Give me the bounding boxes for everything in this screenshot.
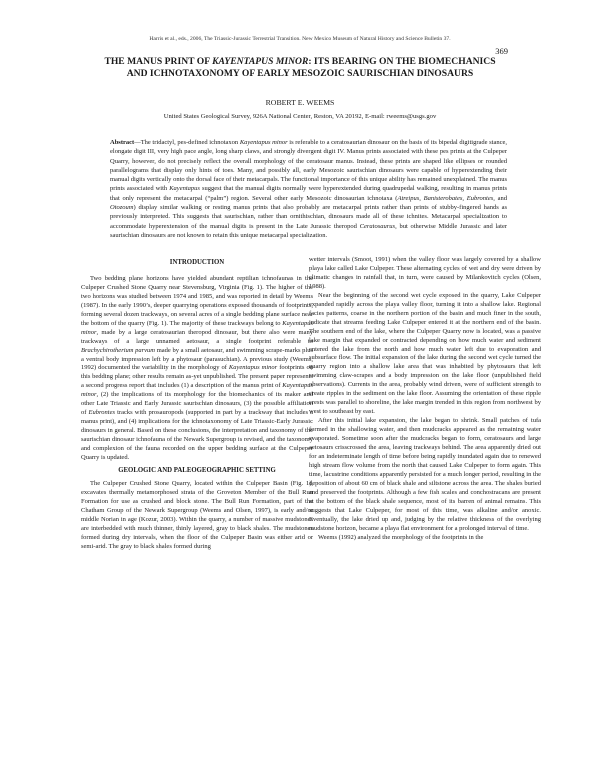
abstract-taxon: Kayentapus: [169, 185, 200, 193]
title-line1-post: : ITS BEARING ON THE BIOMECHANICS: [308, 56, 496, 67]
abstract-text: —The tridactyl, pes-defined ichnotaxon: [134, 139, 240, 146]
body-paragraph: Near the beginning of the second wet cycle exposed in the quarry, Lake Culpeper expanded rapidly across the playa valley floor, turning it into a shallow lake. Regional facies patterns, coarse in the northern portion of the basin and much finer in the south, indicate that streams feeding Lake Culpeper entered it at the northern end of the basin. The southern end of the lake, where the Culpeper Quarry now is located, was a passive lake margin that expanded or contracted depending on how much water and sediment entered the lake from the north and how much water left due to evaporation and subsurface flow. The initial expansion of the lake during the second wet cycle turned the quarry region into a shallow lake area that was inhabited by phytosaurs that left swimming claw-scrapes and a body impression on the lake floor (unpublished field observations). Currents in the area, probably wind driven, were of sufficient strength to create ripples in the sediment on the lake floor. Assuming the orientation of these ripple crests was parallel to shoreline, the lake margin trended in this region from northwest by west to southeast by east.: [309, 291, 541, 416]
title-line2: AND ICHNOTAXONOMY OF EARLY MESOZOIC SAURISCHIAN DINOSAURS: [126, 67, 474, 79]
affiliation: United States Geological Survey, 926A National Center, Reston, VA 20192, E-mail: rweems@usgs.gov: [163, 113, 437, 120]
title-line1-pre: THE MANUS PRINT OF: [104, 56, 213, 67]
page-number: 369: [495, 46, 508, 56]
introduction-heading: INTRODUCTION: [169, 259, 225, 266]
abstract-text: , but otherwise Middle Jurassic and later saurischian dinosaurs are not known to retain this unique metacarpal specialization.: [110, 222, 507, 239]
intro-paragraph: Two bedding plane horizons have yielded abundant reptilian ichnofaunas in the Culpeper Crushed Stone Quarry near Stevensburg, Virginia (Fig. 1). The higher of the two horizons was studied between 1974 and 1985, and was reported in detail by Weems (1987). In the early 1990’s, deeper quarrying operations exposed thousands of footprints, forming several dozen trackways, on several acres of a single bedding plane surface near the bottom of the quarry (Fig. 1). The majority of these trackways belong to Kayentapus minor, made by a large ceratosaurian theropod dinosaur, but there also were many trackways of a large unnamed aetosaur, a single footprint referable to Brachychirotherium parvum made by a small aetosaur, and swimming scrape-marks plus a ventral body impression left by a phytosaur (parasuchian). A previous study (Weems, 1992) documented the variability in the morphology of Kayentapus minor footprints on this bedding plane; other results remain as-yet unpublished. The present paper represents a second progress report that includes (1) a description of the manus print of Kayentapus minor, (2) the implications of its morphology for the biomechanics of its maker and other Late Triassic and Early Jurassic saurischian dinosaurs, (3) the possible affiliation of Eubrontes tracks with prosauropods (supported in part by a trackway that includes a manus print), and (4) implications for the ichnotaxonomy of Late Triassic-Early Jurassic dinosaurs in general. Based on these conclusions, the interpretation and taxonomy of the saurischian dinosaur ichnofauna of the Newark Supergroup is revised, and the taxonomy and complexion of the fauna recorded on the upper bedding surface at the Culpeper Quarry is updated.: [81, 274, 314, 462]
article-title: [80, 56, 520, 79]
abstract-text: ) display similar walking or resting manus prints that also probably are metacarpal prints rather than prints of stubby-fingered hands as previously interpreted. This suggests that saurischian, rather than ornithischian, dinosaurs made all of these ichnites. Metacarpal specialization to accommodate hyperextension of the manual digits is present in the Late Jurassic theropod: [110, 204, 507, 230]
abstract-taxon: Atreipus, Banisterobates, Eubrontes,: [397, 194, 495, 202]
author: ROBERT E. WEEMS: [265, 98, 335, 107]
body-paragraph: After this initial lake expansion, the lake began to shrink. Small patches of tufa formed in the shallowing water, and then mudcracks appeared as the remaining water evaporated. Sometime soon after the mudcracks began to form, ceratosaurs and large aetosaurs crisscrossed the area, leaving trackways behind. The area apparently dried out for an indeterminate length of time before being rapidly inundated again due to renewed high stream flow volume from the north that caused Lake Culpeper to form again. This time, lacustrine conditions apparently persisted for a much longer period, resulting in the deposition of about 60 cm of black shale and siltstone across the area. The shales buried and preserved the footprints. Although a few fish scales and conchostracans are present at the bottom of the black shale sequence, most of its barren of animal remains. This suggests that Lake Culpeper, for most of this time, was alkaline and/or anoxic. Eventually, the lake dried up and, judging by the relative thickness of the overlying mudstone horizon, became a playa flat environment for a prolonged interval of time.: [309, 417, 541, 532]
abstract-label: Abstract: [110, 139, 135, 146]
abstract-taxon: Otozoum: [110, 204, 134, 212]
body-paragraph: wetter intervals (Smoot, 1991) when the valley floor was largely covered by a shallow playa lake called Lake Culpeper. These alternating cycles of wet and dry were driven by climatic changes in rainfall that, in turn, were caused by Milankovitch cycles (Olsen, 1988).: [309, 256, 541, 290]
title-taxon: KAYENTAPUS MINOR: [212, 56, 309, 67]
left-column: [81, 256, 313, 552]
abstract-text: and: [494, 194, 507, 202]
geologic-paragraph: The Culpeper Crushed Stone Quarry, located within the Culpeper Basin (Fig. 1), excavates thermally metamorphosed strata of the Groveton Member of the Bull Run Formation for use as crushed and block stone. The Bull Run Formation, part of the Chatham Group of the Newark Supergroup (Weems and Olsen, 1997), is early and/or middle Norian in age (Kozur, 2003). Within the quarry, a number of massive mudstones are interbedded with much thinner, thinly layered, gray to black shales. The mudstones formed during dry intervals, when the floor of the Culpeper Basin was either arid or semi-arid. The gray to black shales formed during: [81, 479, 313, 550]
abstract-taxon: Kayentapus minor: [239, 139, 288, 146]
geologic-setting-heading: GEOLOGIC AND PALEOGEOGRAPHIC SETTING: [118, 466, 276, 474]
abstract-text: is referable to a ceratosaurian dinosaur on the basis of its bipedal digitigrade stance, elongate digit III, very high pace angle, long sharp claws, and strongly divergent digit IV. Manus prints associated with these pes prints at the Culpeper Quarry, however, do not precisely reflect the overall morphology of the ceratosaur manus. Instead, these prints are shaped like ellipses or rounded parallelograms that display only hints of toes. Many, and possibly all, early Mesozoic saurischian dinosaurs were capable of hyperextending their manual digits vertically onto the dorsal face of their metacarpals. The functional importance of this unique ability has remained unexplained. The manus prints associated with: [110, 139, 507, 193]
abstract-text: suggest that the manual digits normally were hyperextended during quadrupedal walking, resulting in manus prints that only represent the metacarpal (“palm”) region. Several other early Mesozoic dinosaurian ichnotaxa (: [110, 185, 507, 202]
body-paragraph: Weems (1992) analyzed the morphology of the footprints in the: [318, 533, 484, 541]
running-head: Harris et al., eds., 2006, The Triassic-Jurassic Terrestrial Transition. New Mexico Museum of Natural History and Science Bulletin 37.: [149, 36, 451, 42]
abstract: [110, 138, 507, 240]
right-column: [309, 256, 541, 543]
abstract-taxon: Ceratosaurus: [359, 222, 396, 230]
